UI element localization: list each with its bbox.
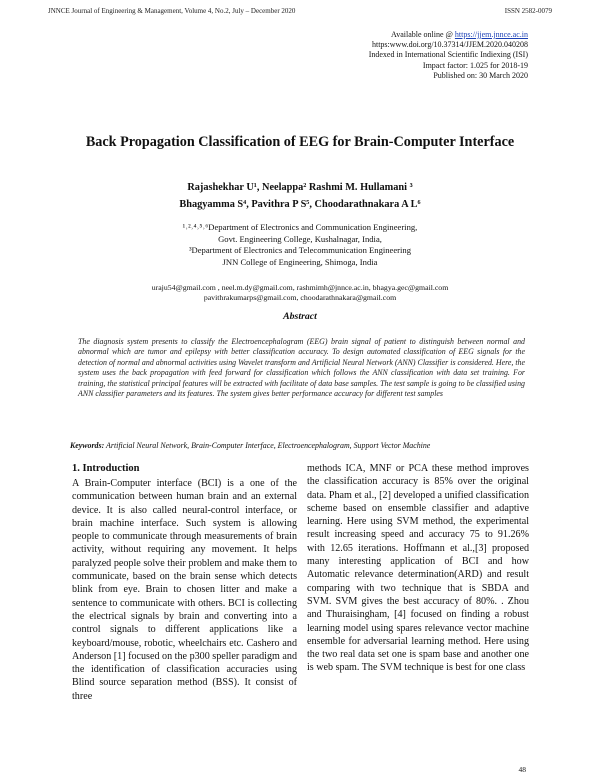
authors-block (60, 179, 540, 213)
intro-paragraph-left: A Brain-Computer interface (BCI) is a one of the communication between human brain and an external device. It is also called neural-control interface, or brain machine interface. Such system is allowing people to communicate through measurements of brain activity, without requiring any movement. It helps paralyzed people solve their problem and make them to communicate, based on the brain sense which detects blink from eye. Brain to chosen litter and make a sentence to communicate with others. BCI is collecting the electrical signals by brain and converting into a control signals to different applications like a keyboard/mouse, robotic, wheelchairs etc. Cashero and Anderson [1] focused on the p300 speller paradigm and the identification of classification accuracies using Blind source separation method (BSS). It consist of three (72, 478, 297, 702)
affiliation-line-2: Govt. Engineering College, Kushalnagar, India, (218, 233, 382, 244)
journal-header-left: JNNCE Journal of Engineering & Management, Volume 4, No.2, July – December 2020 (48, 7, 296, 15)
keywords-text: Artificial Neural Network, Brain-Computer Interface, Electroencephalogram, Support Vector Machine (106, 441, 431, 450)
abstract-heading: Abstract (283, 311, 317, 322)
impact-factor-line: Impact factor: 1.025 for 2018-19 (422, 60, 528, 70)
availability-line (369, 30, 528, 40)
emails-line-2: pavithrakumarps@gmail.com, choodarathnakara@gmail.com (203, 293, 397, 303)
doi-line: https:www.doi.org/10.37314/JJEM.2020.040208 (371, 40, 528, 50)
section-heading-introduction: 1. Introduction (72, 463, 140, 474)
abstract-text: The diagnosis system presents to classify the Electroencephalogram (EEG) brain signal of patient to distinguish between normal and abnormal which are tumor and epilepsy with better classification accuracy. To design automated classification of EEG signals for the detection of normal and abnormal activities using Wavelet transform and Artificial Neural Network (ANN) Classifier is considered. Here, the system uses the back propagation with feed forward for classification which follows the ANN classification with data set training. For training, the statistical principal features will be extracted with facilitate of data base samples. The test sample is going to be classified using ANN classifier parameters and its features. The system gives better performance accuracy for different test samples (78, 337, 525, 399)
indexed-line: Indexed in International Scientific Indiexing (ISI) (368, 50, 528, 60)
keywords-label: Keywords: (70, 441, 105, 450)
page-number: 48 (518, 765, 526, 774)
publication-info (369, 30, 528, 81)
body-column-right (307, 462, 529, 675)
authors-line-1: Rajashekhar U¹, Neelappa² Rashmi M. Hullamani ³ (187, 182, 413, 193)
published-date-line: Published on: 30 March 2020 (433, 70, 528, 80)
keywords-line (70, 441, 540, 450)
body-column-left (72, 462, 297, 703)
paper-title: Back Propagation Classification of EEG for Brain-Computer Interface (85, 134, 515, 150)
intro-paragraph-right: methods ICA, MNF or PCA these method improves the classification accuracy is 85% over the original data. Pham et al., [2] developed a unified classification scheme based on ensemble classifier and adaptive learning. Here using SVM method, the experimental result increasing speed and accuracy 75 to 91.26% with 12.65 iterations. Hoffmann et al.,[3] proposed many interesting application of BCI and how Automatic relevance determination(ARD) and result comparing with two technique that is SBDA and SVM. SVM gives the best accuracy of 80%. . Zhou and Thuraisingham, [4] focused on finding a robust learning model using spares relevance vector machine ensemble for adversarial learning method. Here using the two real data set one is spam base and another one is web spam. The SVM technique is best for one class (307, 463, 529, 674)
affiliation-line-4: JNN College of Engineering, Shimoga, India (222, 256, 378, 267)
emails-block (60, 283, 540, 304)
authors-line-2: Bhagyamma S⁴, Pavithra P S⁵, Choodarathnakara A L⁶ (179, 199, 421, 210)
availability-prefix: Available online @ (391, 30, 453, 39)
journal-header-issn: ISSN 2582-0079 (504, 7, 552, 15)
affiliations-block (60, 222, 540, 268)
affiliation-line-3: ³Department of Electronics and Telecommunication Engineering (188, 245, 412, 255)
emails-line-1: uraju54@gmail.com , neel.m.dy@gmail.com, rashmimh@jnnce.ac.in, bhagya.gec@gmail.com (151, 283, 449, 292)
affiliation-line-1: ¹˒²˒⁴˒⁵˒⁶Department of Electronics and Communication Engineering, (182, 222, 418, 232)
journal-link[interactable]: https://jjem.jnnce.ac.in (454, 30, 528, 39)
